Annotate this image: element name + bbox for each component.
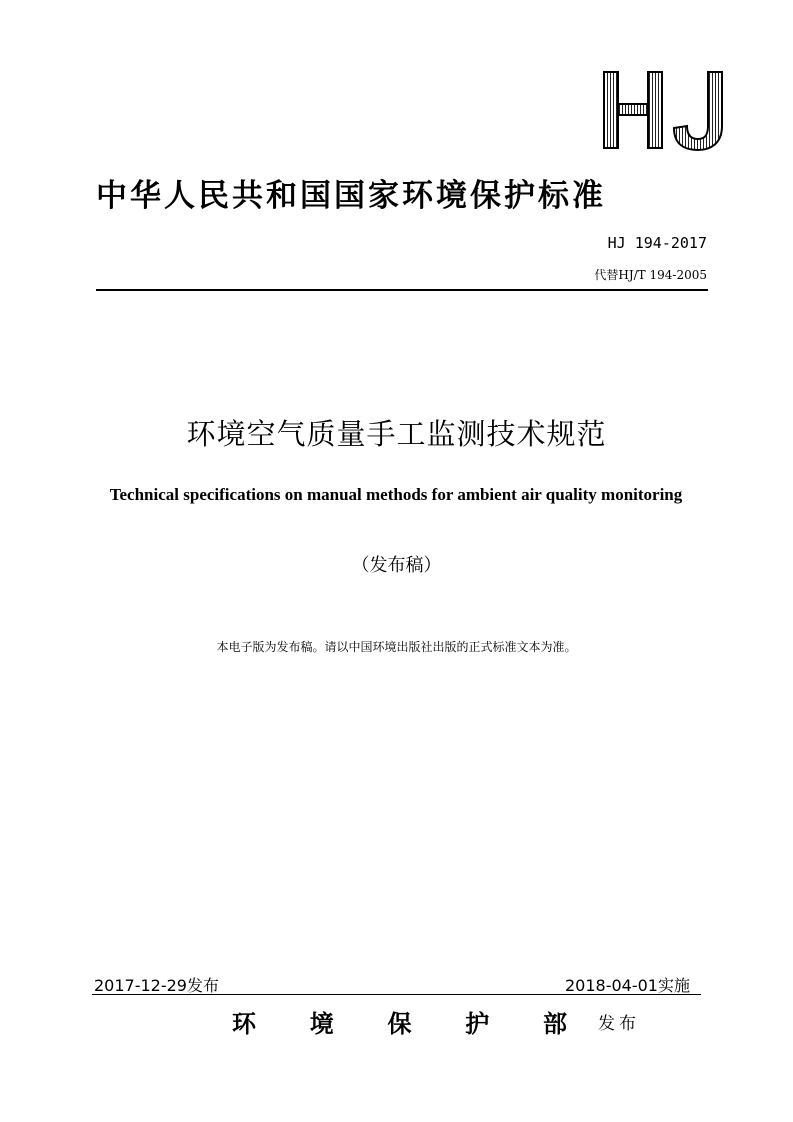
- effective-date: 2018-04-01实施: [565, 976, 690, 995]
- publisher-char: 保: [387, 1009, 412, 1038]
- replaces-standard: 代替HJ/T 194-2005: [594, 268, 707, 282]
- issue-date: 2017-12-29发布: [94, 976, 219, 995]
- draft-label: （发布稿）: [351, 555, 442, 576]
- publisher-char: 境: [309, 1009, 334, 1038]
- english-title: Technical specifications on manual methods for ambient air quality monitoring: [109, 485, 683, 504]
- publisher-char: 部: [543, 1009, 567, 1038]
- publisher-name: [232, 1004, 567, 1039]
- header-divider: [96, 289, 708, 291]
- country-standard-title: 中华人民共和国国家环境保护标准: [96, 178, 606, 214]
- publisher-char: 环: [232, 1009, 256, 1038]
- document-title: 环境空气质量手工监测技术规范: [186, 417, 607, 451]
- publisher-char: 护: [465, 1009, 490, 1038]
- footer-divider: [92, 994, 701, 995]
- publisher-suffix: 发布: [598, 1014, 640, 1034]
- standard-code: HJ 194-2017: [607, 234, 707, 252]
- hj-logo: [598, 64, 738, 156]
- notice-text: 本电子版为发布稿。请以中国环境出版社出版的正式标准文本为准。: [216, 640, 577, 654]
